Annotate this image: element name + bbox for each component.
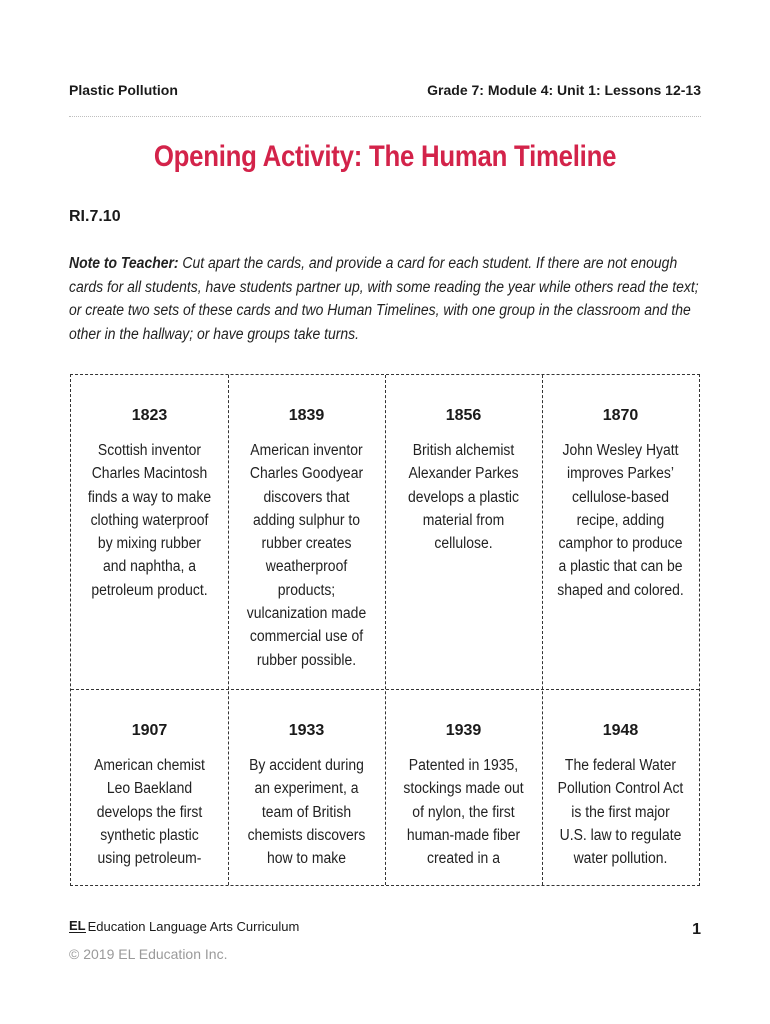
page-header [69,82,701,102]
card-year: 1870 [602,407,639,424]
timeline-card [71,407,228,602]
header-lesson-reference: Grade 7: Module 4: Unit 1: Lessons 12-13 [427,82,701,98]
timeline-card [385,407,542,555]
header-divider [69,116,701,117]
page-title: Opening Activity: The Human Timeline [153,140,617,173]
timeline-card [71,722,228,870]
header-unit-title: Plastic Pollution [69,82,178,98]
timeline-card [228,722,385,870]
card-text: American chemist Leo Baekland develops the first synthetic plastic using petroleum- [94,757,205,868]
timeline-cards-grid [70,374,700,886]
page-number: 1 [692,921,701,938]
timeline-card [385,722,542,870]
el-logo: EL [69,918,86,933]
teacher-note-label: Note to Teacher: [69,255,179,272]
timeline-card [542,407,699,602]
timeline-card [228,407,385,672]
card-text: By accident during an experiment, a team of British chemists discovers how to make [247,757,366,868]
teacher-note-text: Cut apart the cards, and provide a card for each student. If there are not enough cards for all students, have students partner up, with some reading the year while others read the text; or create two sets of these cards and two Human Timelines, with one group in the classroom and the other in the hallway; or have groups take turns. [69,255,699,343]
card-year: 1823 [131,407,168,424]
card-year: 1907 [131,722,168,739]
card-year: 1939 [445,722,482,739]
card-year: 1948 [602,722,639,739]
card-year: 1933 [288,722,325,739]
card-year: 1856 [445,407,482,424]
card-text: Scottish inventor Charles Macintosh finds a way to make clothing waterproof by mixing rubber and naphtha, a petroleum product. [87,442,212,599]
card-year: 1839 [288,407,325,424]
timeline-card [542,722,699,870]
card-text: Patented in 1935, stockings made out of nylon, the first human-made fiber created in a [403,757,524,868]
teacher-note [69,252,709,346]
card-text: The federal Water Pollution Control Act is the first major U.S. law to regulate water pollution. [557,757,684,868]
card-text: British alchemist Alexander Parkes develops a plastic material from cellulose. [408,442,519,553]
standard-code: RI.7.10 [69,208,121,225]
copyright-notice: © 2019 EL Education Inc. [69,946,228,962]
curriculum-brand [69,919,299,934]
cut-line [71,689,699,690]
card-text: John Wesley Hyatt improves Parkes’ cellulose-based recipe, adding camphor to produce a plastic that can be shaped and colored. [557,442,684,599]
card-text: American inventor Charles Goodyear discovers that adding sulphur to rubber creates weatherproof products; vulcanization made commercial use of rubber possible. [246,442,367,669]
curriculum-name: Education Language Arts Curriculum [87,919,300,934]
